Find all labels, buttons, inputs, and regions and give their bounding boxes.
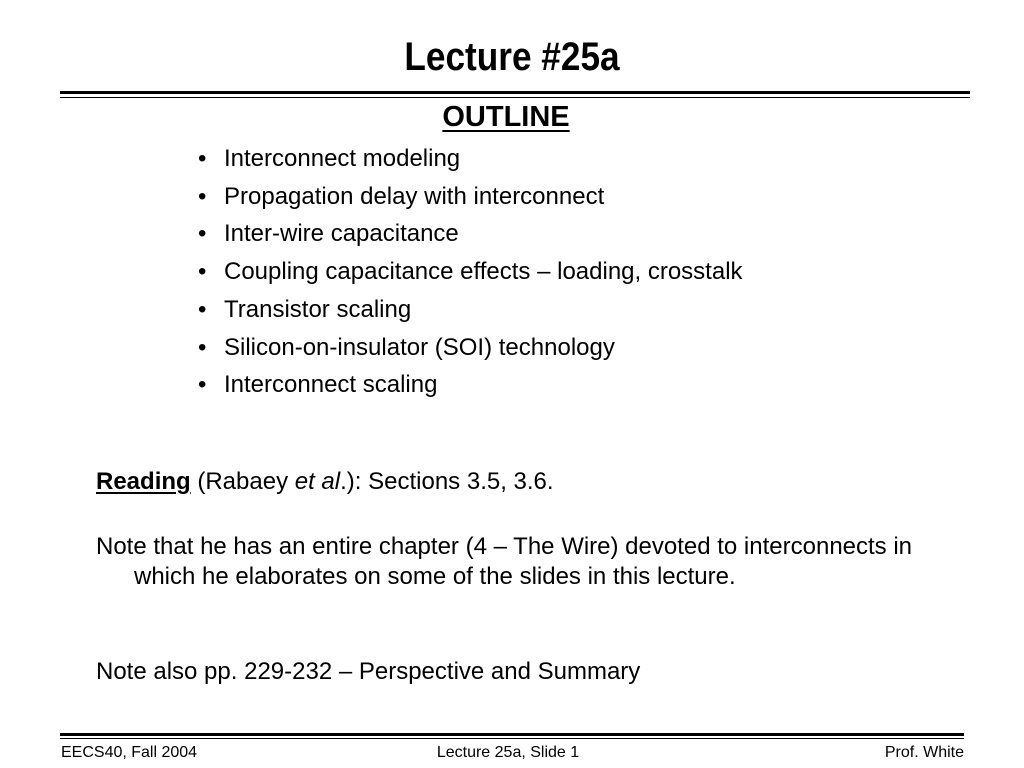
note-pages: Note also pp. 229-232 – Perspective and Summary	[96, 658, 641, 685]
note-chapter: Note that he has an entire chapter (4 – The Wire) devoted to interconnects in which he elaborates on some of the slides in this lecture.	[96, 533, 913, 590]
footer-divider-thin	[60, 738, 964, 739]
bullet: •	[198, 371, 207, 399]
bullet: •	[198, 182, 207, 210]
outline-item-text: Coupling capacitance effects – loading, crosstalk	[224, 258, 743, 286]
reading-text-start: (Rabaey	[190, 468, 295, 495]
outline-item-text: Inter-wire capacitance	[224, 220, 459, 248]
reading-line	[96, 466, 554, 498]
title-divider-thin	[60, 97, 970, 98]
outline-item	[198, 366, 743, 404]
bullet: •	[198, 295, 207, 323]
outline-item-text: Interconnect scaling	[224, 371, 438, 399]
outline-item	[198, 329, 743, 367]
footer-course: EECS40, Fall 2004	[61, 744, 198, 761]
reading-label: Reading	[96, 468, 191, 495]
outline-item	[198, 291, 743, 329]
bullet: •	[198, 258, 207, 286]
footer-slide-number: Lecture 25a, Slide 1	[436, 744, 580, 761]
footer-author: Prof. White	[884, 744, 964, 761]
outline-item	[198, 253, 743, 291]
outline-heading: OUTLINE	[442, 101, 570, 133]
slide-title: Lecture #25a	[404, 35, 620, 79]
bullet: •	[198, 145, 207, 172]
reading-text-end: .): Sections 3.5, 3.6.	[340, 468, 554, 495]
outline-item-text: Silicon-on-insulator (SOI) technology	[224, 333, 615, 361]
bullet: •	[198, 333, 207, 361]
outline-item-text: Propagation delay with interconnect	[224, 182, 605, 210]
footer-divider	[60, 733, 964, 736]
reading-text-italic: et al	[294, 468, 341, 495]
outline-item	[198, 215, 743, 253]
title-divider	[60, 91, 970, 94]
outline-item-text: Interconnect modeling	[224, 145, 461, 172]
bullet: •	[198, 220, 207, 248]
outline-list	[198, 140, 743, 404]
outline-item	[198, 178, 743, 216]
outline-item-text: Transistor scaling	[224, 295, 412, 323]
outline-item	[198, 140, 743, 178]
